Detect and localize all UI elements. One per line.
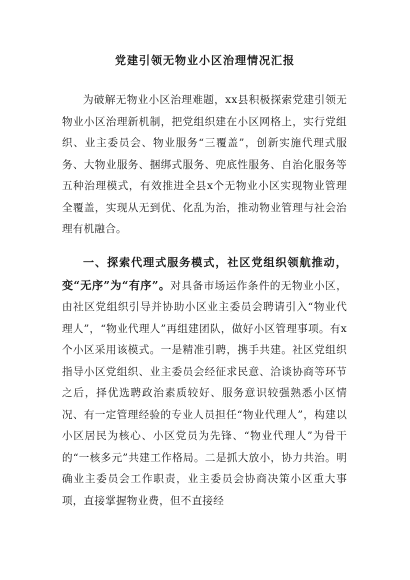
section-1-paragraph [62,252,347,512]
intro-paragraph: 为破解无物业小区治理难题，xx县积极探索党建引领无物业小区治理新机制，把党组织建在小区网格上，实行党组织、业主委员会、物业服务“三覆盖”，创新实施代理式服务、大物业服务、捆绑式服务、兜底性服务、自治化服务等五种治理模式，有效推进全县x个无物业小区实现物业管理全覆盖，实现从无到优、化乱为治，推动物业管理与社会治理有机融合。 [62,94,347,235]
section-1-heading: 一、探索代理式服务模式，社区党组织领航推动，变“无序”为“有序”。 [62,256,347,292]
section-1-body: 对具备市场运作条件的无物业小区，由社区党组织引导并协助小区业主委员会聘请引入“物业代理人”，“物业代理人”再组建团队，做好小区管理事项。有x个小区采用该模式。一是精准引聘，携手共建。社区党组织指导小区党组织、业主委员会经征求民意、洽谈协商等环节之后，择优选聘政治素质较好、服务意识较强熟悉小区情况、有一定管理经验的专业人员担任“物业代理人”，构建以小区居民为核心、小区党员为先锋、“物业代理人”为骨干的“一核多元”共建工作格局。二是抓大放小，协力共治。明确业主委员会工作职责，业主委员会协商决策小区重大事项，直接掌握物业费，但不直接经 [62,279,348,507]
document-title: 党建引领无物业小区治理情况汇报 [115,54,295,67]
